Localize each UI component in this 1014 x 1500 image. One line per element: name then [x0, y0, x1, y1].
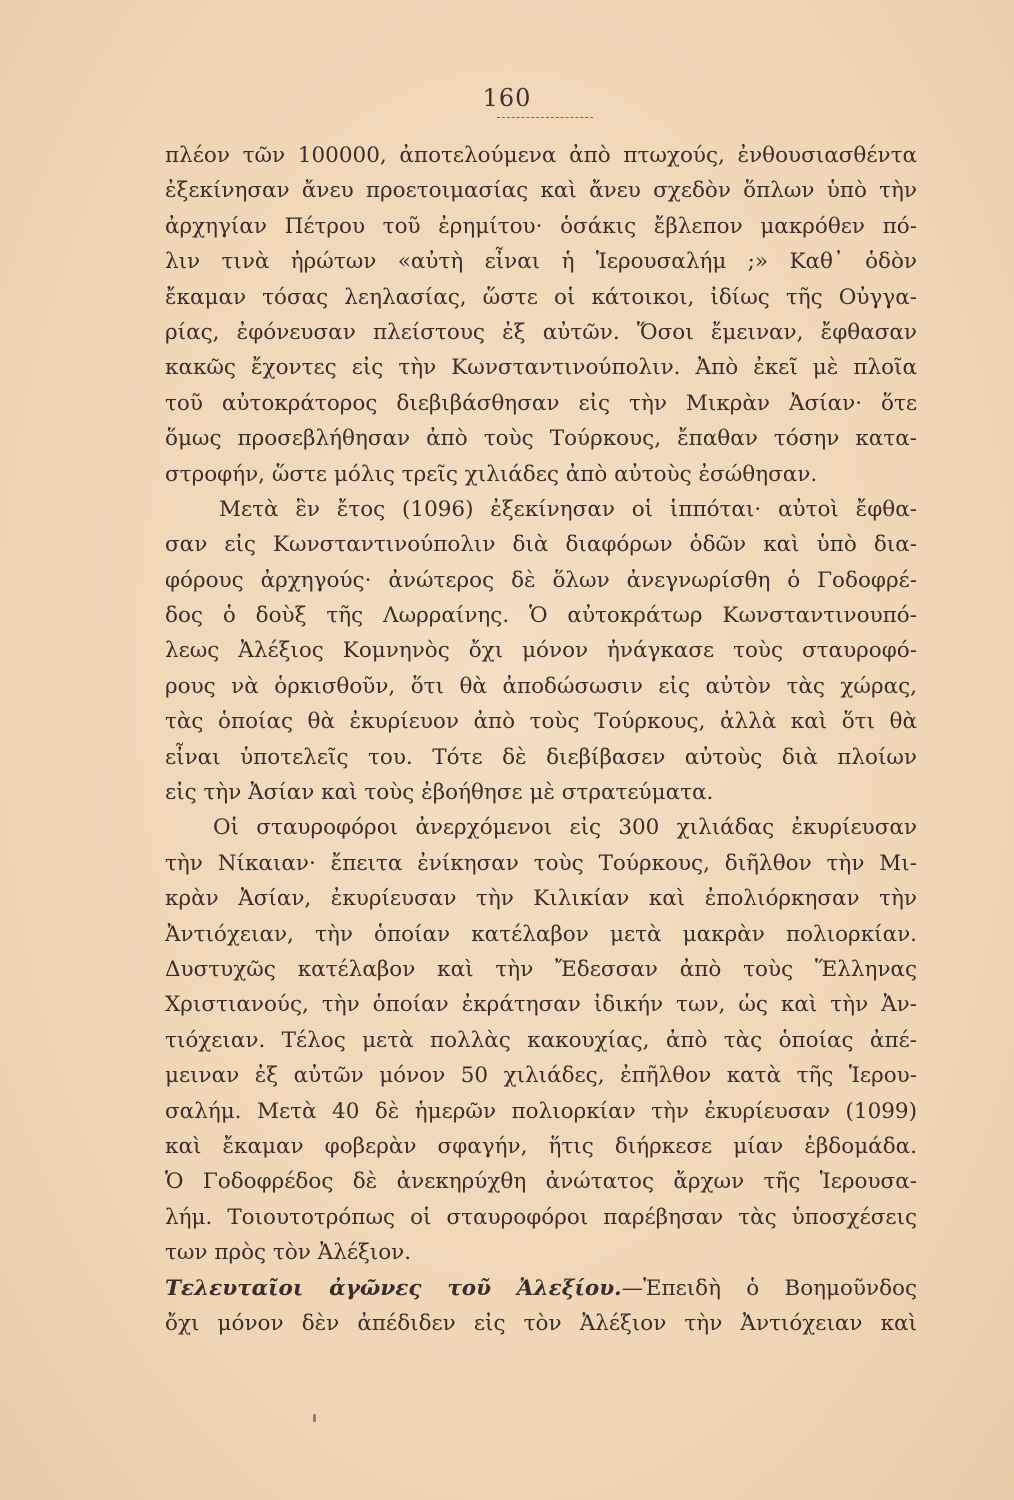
text-line: ἀρχηγίαν Πέτρου τοῦ ἐρημίτου· ὁσάκις ἔβλεπον μακρόθεν πό- — [165, 213, 917, 239]
text-line: Χριστιανούς, τὴν ὁποίαν ἐκράτησαν ἰδικήν των, ὡς καὶ τὴν Ἀν- — [165, 992, 917, 1018]
text-line: εἰς τὴν Ἀσίαν καὶ τοὺς ἐβοήθησε μὲ στρατεύματα. — [165, 780, 714, 806]
text-line: λιν τινὰ ἠρώτων «αὐτὴ εἶναι ἡ Ἱερουσαλήμ ;» Καθ᾽ ὁδὸν — [165, 249, 917, 275]
text-line: κρὰν Ἀσίαν, ἐκυρίευσαν τὴν Κιλικίαν καὶ ἐπολιόρκησαν τὴν — [165, 886, 917, 912]
section-heading-line — [165, 1271, 917, 1306]
text-line: κακῶς ἔχοντες εἰς τὴν Κωνσταντινούπολιν. Ἀπὸ ἐκεῖ μὲ πλοῖα — [165, 355, 917, 381]
paragraph-start-line: Οἱ σταυροφόροι ἀνερχόμενοι εἰς 300 χιλιάδας ἐκυρίευσαν — [213, 815, 917, 841]
text-line: ὅμως προσεβλήθησαν ἀπὸ τοὺς Τούρκους, ἔπαθαν τόσην κατα- — [165, 426, 917, 452]
text-line: σαλήμ. Μετὰ 40 δὲ ἡμερῶν πολιορκίαν τὴν ἐκυρίευσαν (1099) — [165, 1098, 917, 1124]
text-line: μειναν ἐξ αὐτῶν μόνον 50 χιλιάδες, ἐπῆλθον κατὰ τῆς Ἱερου- — [165, 1063, 917, 1089]
text-line: τοῦ αὐτοκράτορος διεβιβάσθησαν εἰς τὴν Μικρὰν Ἀσίαν· ὅτε — [165, 390, 917, 416]
text-line: σαν εἰς Κωνσταντινούπολιν διὰ διαφόρων ὁδῶν καὶ ὑπὸ δια- — [165, 532, 917, 558]
text-line: ἔκαμαν τόσας λεηλασίας, ὥστε οἱ κάτοικοι, ἰδίως τῆς Οὐγγα- — [165, 284, 917, 310]
text-line: Ὁ Γοδοφρέδος δὲ ἀνεκηρύχθη ἀνώτατος ἄρχων τῆς Ἱερουσα- — [165, 1169, 917, 1195]
page-number-rule — [497, 117, 593, 118]
ink-speck — [313, 1414, 316, 1422]
text-line: φόρους ἀρχηγούς· ἀνώτερος δὲ ὅλων ἀνεγνωρίσθη ὁ Γοδοφρέ- — [165, 567, 917, 593]
text-line: στροφήν, ὥστε μόλις τρεῖς χιλιάδες ἀπὸ αὐτοὺς ἐσώθησαν. — [165, 461, 818, 487]
text-line: δος ὁ δοὺξ τῆς Λωρραίνης. Ὁ αὐτοκράτωρ Κωνσταντινουπό- — [165, 603, 917, 629]
page-number: 160 — [482, 84, 532, 112]
text-line: εἶναι ὑποτελεῖς του. Τότε δὲ διεβίβασεν αὐτοὺς διὰ πλοίων — [165, 744, 917, 770]
text-line: λήμ. Τοιουτοτρόπως οἱ σταυροφόροι παρέβησαν τὰς ὑποσχέσεις — [165, 1204, 917, 1230]
text-line: ρους νὰ ὁρκισθοῦν, ὅτι θὰ ἀποδώσωσιν εἰς αὐτὸν τὰς χώρας, — [165, 673, 917, 699]
text-line: καὶ ἔκαμαν φοβερὰν σφαγήν, ἥτις διήρκεσε μίαν ἑβδομάδα. — [165, 1133, 917, 1159]
body-text — [165, 138, 917, 1341]
text-line: Ἀντιόχειαν, τὴν ὁποίαν κατέλαβον μετὰ μακρὰν πολιορκίαν. — [165, 921, 917, 947]
text-line: ὄχι μόνον δὲν ἀπέδιδεν εἰς τὸν Ἀλέξιον τὴν Ἀντιόχειαν καὶ — [165, 1310, 917, 1336]
text-line: τιόχειαν. Τέλος μετὰ πολλὰς κακουχίας, ἀπὸ τὰς ὁποίας ἀπέ- — [165, 1027, 917, 1053]
text-line: των πρὸς τὸν Ἀλέξιον. — [165, 1240, 412, 1266]
text-line: λεως Ἀλέξιος Κομνηνὸς ὄχι μόνον ἠνάγκασε τοὺς σταυροφό- — [165, 638, 917, 664]
section-heading-continuation: —Ἐπειδὴ ὁ Βοημοῦνδος — [621, 1275, 917, 1301]
text-line: τὴν Νίκαιαν· ἔπειτα ἐνίκησαν τοὺς Τούρκους, διῆλθον τὴν Μι- — [165, 850, 917, 876]
paragraph-start-line: Μετὰ ἓν ἔτος (1096) ἐξεκίνησαν οἱ ἱππόται· αὐτοὶ ἔφθα- — [219, 496, 917, 522]
section-heading: Τελευταῖοι ἀγῶνες τοῦ Ἀλεξίου. — [165, 1275, 622, 1301]
text-line: πλέον τῶν 100000, ἀποτελούμενα ἀπὸ πτωχούς, ἐνθουσιασθέντα — [165, 143, 917, 168]
text-line: ἐξεκίνησαν ἄνευ προετοιμασίας καὶ ἄνευ σχεδὸν ὅπλων ὑπὸ τὴν — [165, 178, 917, 204]
text-line: τὰς ὁποίας θὰ ἐκυρίευον ἀπὸ τοὺς Τούρκους, ἀλλὰ καὶ ὅτι θὰ — [165, 709, 917, 735]
text-line: ρίας, ἐφόνευσαν πλείστους ἐξ αὐτῶν. Ὅσοι ἔμειναν, ἔφθασαν — [165, 319, 917, 345]
text-line: Δυστυχῶς κατέλαβον καὶ τὴν Ἔδεσσαν ἀπὸ τοὺς Ἕλληνας — [165, 956, 917, 982]
